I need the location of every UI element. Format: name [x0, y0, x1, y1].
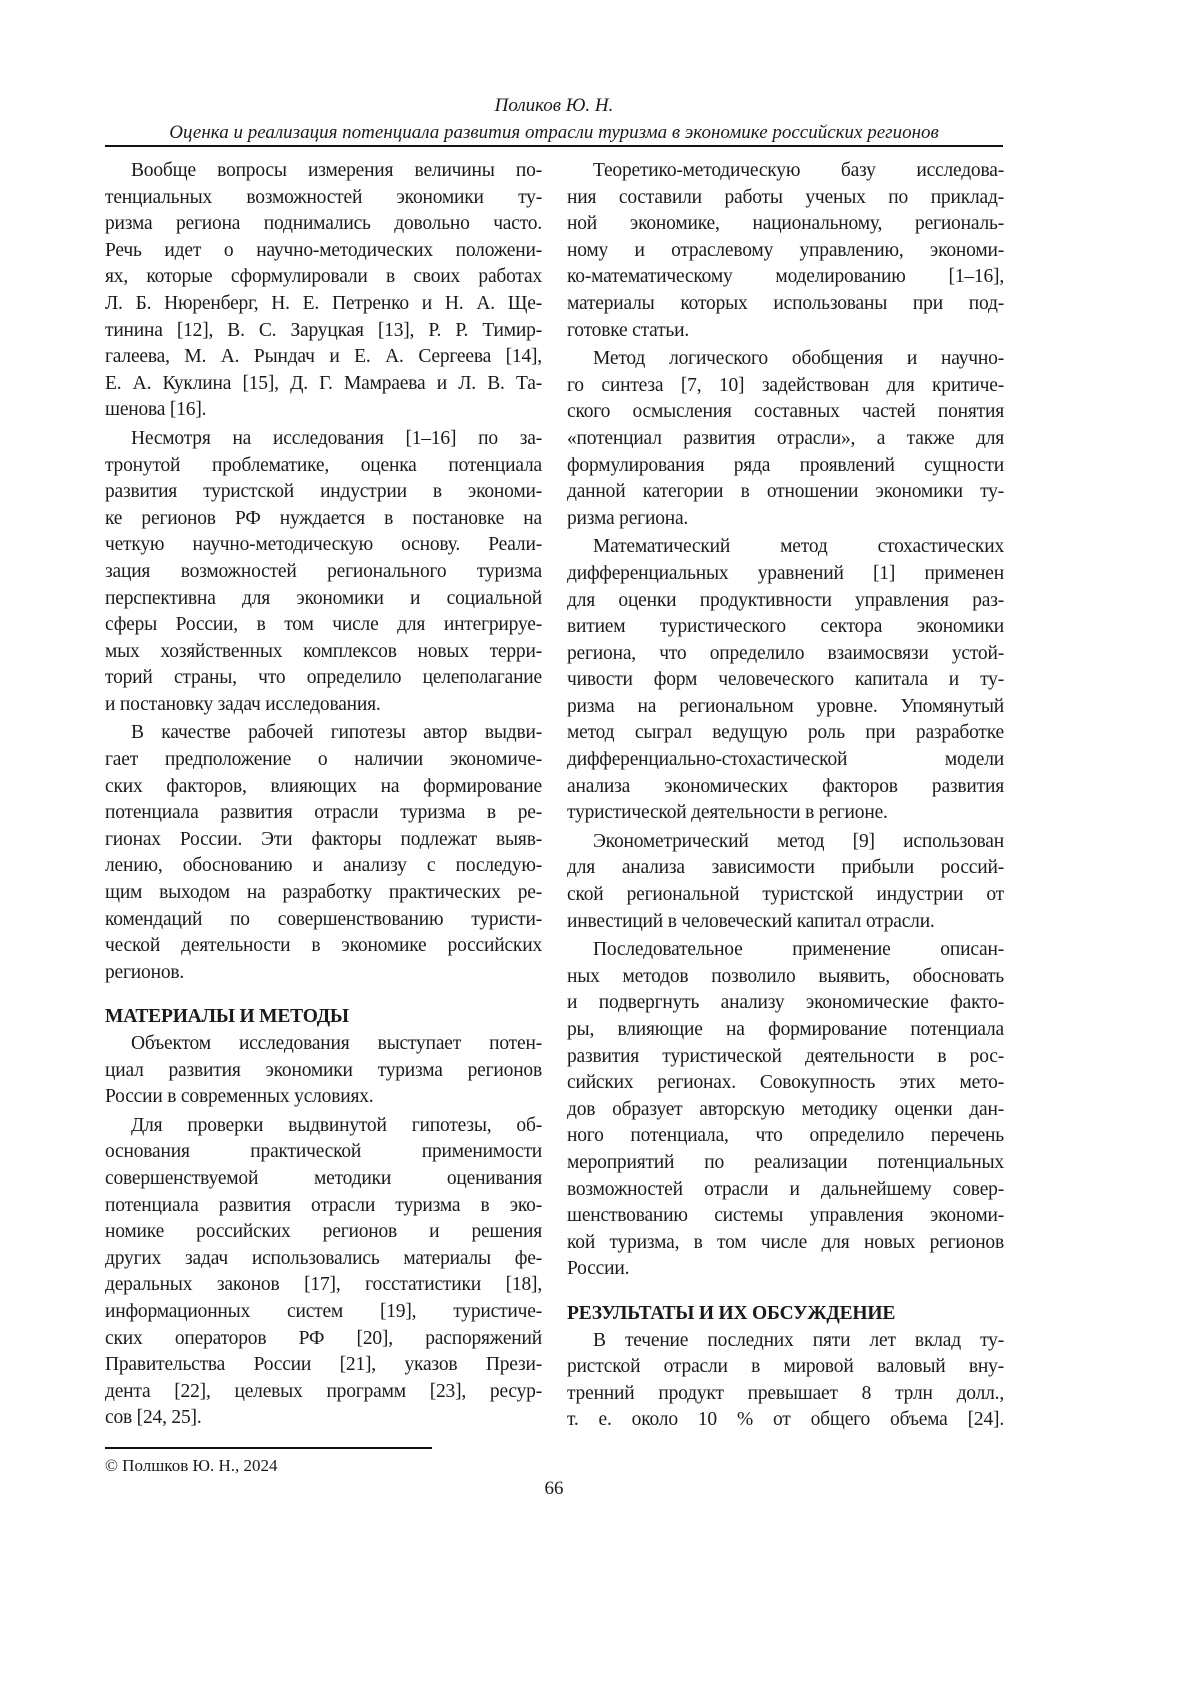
- paragraph: [105, 158, 542, 424]
- text-line: ческой деятельности в экономике российских: [105, 933, 542, 960]
- text-line: ных методов позволило выявить, обосновать: [567, 964, 1004, 991]
- text-line: щим выходом на разработку практических ре-: [105, 880, 542, 907]
- text-line: развития туристической деятельности в рос-: [567, 1044, 1004, 1071]
- text-line: шенствованию системы управления экономи-: [567, 1203, 1004, 1230]
- text-line: дента [22], целевых программ [23], ресур-: [105, 1379, 542, 1406]
- text-line: четкую научно-методическую основу. Реали-: [105, 532, 542, 559]
- text-line: кой туризма, в том числе для новых регионов: [567, 1230, 1004, 1257]
- text-line: витием туристического сектора экономики: [567, 614, 1004, 641]
- text-line: Метод логического обобщения и научно-: [567, 346, 1004, 373]
- text-line: Математический метод стохастических: [567, 534, 1004, 561]
- text-line: Л. Б. Нюренберг, Н. Е. Петренко и Н. А. Ще-: [105, 291, 542, 318]
- paragraph: [105, 720, 542, 986]
- text-line: зация возможностей регионального туризма: [105, 559, 542, 586]
- page-number: 66: [0, 1478, 1108, 1500]
- text-line: гионах России. Эти факторы подлежат выяв-: [105, 827, 542, 854]
- text-line: ко-математическому моделированию [1–16],: [567, 264, 1004, 291]
- text-line: основания практической применимости: [105, 1139, 542, 1166]
- text-line: потенциала развития отрасли туризма в эко-: [105, 1193, 542, 1220]
- paragraph: [105, 1113, 542, 1432]
- text-line: Несмотря на исследования [1–16] по за-: [105, 426, 542, 453]
- section-heading: МАТЕРИАЛЫ И МЕТОДЫ: [105, 1004, 542, 1031]
- text-line: данной категории в отношении экономики ту-: [567, 479, 1004, 506]
- text-line: ризма региона.: [567, 506, 1004, 533]
- text-line: ризма на региональном уровне. Упомянутый: [567, 694, 1004, 721]
- text-line: В течение последних пяти лет вклад ту-: [567, 1328, 1004, 1355]
- text-line: комендаций по совершенствованию туристи-: [105, 907, 542, 934]
- running-header-author: Поликов Ю. Н.: [105, 92, 1003, 119]
- text-line: гает предположение о наличии экономиче-: [105, 747, 542, 774]
- paragraph: [567, 1328, 1004, 1434]
- text-line: мероприятий по реализации потенциальных: [567, 1150, 1004, 1177]
- text-line: го синтеза [7, 10] задействован для критиче-: [567, 373, 1004, 400]
- text-line: других задач использовались материалы фе-: [105, 1246, 542, 1273]
- text-line: деральных законов [17], госстатистики [18],: [105, 1272, 542, 1299]
- text-line: ского осмысления составных частей понятия: [567, 399, 1004, 426]
- text-line: ке регионов РФ нуждается в постановке на: [105, 506, 542, 533]
- text-line: ного потенциала, что определило перечень: [567, 1123, 1004, 1150]
- text-line: информационных систем [19], туристиче-: [105, 1299, 542, 1326]
- text-line: региона, что определило взаимосвязи устой-: [567, 641, 1004, 668]
- text-line: сферы России, в том числе для интегрируе-: [105, 612, 542, 639]
- text-line: ризма региона поднимались довольно часто.: [105, 211, 542, 238]
- text-line: В качестве рабочей гипотезы автор выдви-: [105, 720, 542, 747]
- text-line: потенциала развития отрасли туризма в ре-: [105, 800, 542, 827]
- text-line: ному и отраслевому управлению, экономи-: [567, 238, 1004, 265]
- text-line: для оценки продуктивности управления раз-: [567, 588, 1004, 615]
- section-heading: РЕЗУЛЬТАТЫ И ИХ ОБСУЖДЕНИЕ: [567, 1301, 1004, 1328]
- paragraph: [105, 1031, 542, 1111]
- text-line: Е. А. Куклина [15], Д. Г. Мамраева и Л. В. Та-: [105, 371, 542, 398]
- text-line: и постановку задач исследования.: [105, 692, 542, 719]
- text-line: ния составили работы ученых по приклад-: [567, 185, 1004, 212]
- text-line: ры, влияющие на формирование потенциала: [567, 1017, 1004, 1044]
- text-line: дифференциальных уравнений [1] применен: [567, 561, 1004, 588]
- text-line: шенова [16].: [105, 397, 542, 424]
- text-line: «потенциал развития отрасли», а также для: [567, 426, 1004, 453]
- header-rule: [105, 145, 1003, 147]
- text-line: тинина [12], В. С. Заруцкая [13], Р. Р. Тимир-: [105, 318, 542, 345]
- running-header: [105, 92, 1003, 146]
- text-line: номике российских регионов и решения: [105, 1219, 542, 1246]
- text-line: Вообще вопросы измерения величины по-: [105, 158, 542, 185]
- text-line: ристской отрасли в мировой валовый вну-: [567, 1354, 1004, 1381]
- paragraph: [105, 426, 542, 719]
- text-line: регионов.: [105, 960, 542, 987]
- text-line: циал развития экономики туризма регионов: [105, 1058, 542, 1085]
- text-line: Правительства России [21], указов Прези-: [105, 1352, 542, 1379]
- text-line: ях, которые сформулировали в своих работах: [105, 264, 542, 291]
- text-line: и подвергнуть анализу экономические факто-: [567, 990, 1004, 1017]
- text-line: лению, обоснованию и анализу с последую-: [105, 853, 542, 880]
- text-line: России.: [567, 1256, 1004, 1283]
- text-line: формулирования ряда проявлений сущности: [567, 453, 1004, 480]
- text-line: ских факторов, влияющих на формирование: [105, 774, 542, 801]
- text-line: Для проверки выдвинутой гипотезы, об-: [105, 1113, 542, 1140]
- right-column: [567, 158, 1004, 1436]
- paragraph: [567, 937, 1004, 1283]
- text-line: инвестиций в человеческий капитал отрасли.: [567, 909, 1004, 936]
- paragraph: [567, 158, 1004, 344]
- text-line: чивости форм человеческого капитала и ту-: [567, 667, 1004, 694]
- text-line: т. е. около 10 % от общего объема [24].: [567, 1407, 1004, 1434]
- text-line: тронутой проблематике, оценка потенциала: [105, 453, 542, 480]
- text-line: метод сыграл ведущую роль при разработке: [567, 720, 1004, 747]
- text-line: готовке статьи.: [567, 318, 1004, 345]
- running-header-title: Оценка и реализация потенциала развития отрасли туризма в экономике российских регионов: [105, 119, 1003, 146]
- text-line: Объектом исследования выступает потен-: [105, 1031, 542, 1058]
- text-line: России в современных условиях.: [105, 1084, 542, 1111]
- text-line: анализа экономических факторов развития: [567, 774, 1004, 801]
- text-line: дов образует авторскую методику оценки дан-: [567, 1097, 1004, 1124]
- text-line: Последовательное применение описан-: [567, 937, 1004, 964]
- text-line: Речь идет о научно-методических положени-: [105, 238, 542, 265]
- text-line: тенциальных возможностей экономики ту-: [105, 185, 542, 212]
- text-line: Теоретико-методическую базу исследова-: [567, 158, 1004, 185]
- text-line: ной экономике, национальному, региональ-: [567, 211, 1004, 238]
- text-line: возможностей отрасли и дальнейшему совер-: [567, 1177, 1004, 1204]
- paragraph: [567, 534, 1004, 827]
- text-line: ских операторов РФ [20], распоряжений: [105, 1326, 542, 1353]
- text-line: дифференциально-стохастической модели: [567, 747, 1004, 774]
- text-line: для анализа зависимости прибыли россий-: [567, 855, 1004, 882]
- text-line: перспективна для экономики и социальной: [105, 586, 542, 613]
- text-line: материалы которых использованы при под-: [567, 291, 1004, 318]
- paragraph: [567, 829, 1004, 935]
- text-line: сов [24, 25].: [105, 1405, 542, 1432]
- text-line: туристической деятельности в регионе.: [567, 800, 1004, 827]
- paragraph: [567, 346, 1004, 532]
- text-line: развития туристской индустрии в экономи-: [105, 479, 542, 506]
- text-line: сийских регионах. Совокупность этих мето-: [567, 1070, 1004, 1097]
- text-line: торий страны, что определило целеполагание: [105, 665, 542, 692]
- text-line: Эконометрический метод [9] использован: [567, 829, 1004, 856]
- copyright-note: © Полшков Ю. Н., 2024: [105, 1456, 277, 1476]
- text-line: тренний продукт превышает 8 трлн долл.,: [567, 1381, 1004, 1408]
- text-line: мых хозяйственных комплексов новых терри-: [105, 639, 542, 666]
- text-line: ской региональной туристской индустрии от: [567, 882, 1004, 909]
- text-line: галеева, М. А. Рындач и Е. А. Сергеева [14],: [105, 344, 542, 371]
- text-line: совершенствуемой методики оценивания: [105, 1166, 542, 1193]
- footnote-rule: [105, 1447, 432, 1449]
- left-column: [105, 158, 542, 1434]
